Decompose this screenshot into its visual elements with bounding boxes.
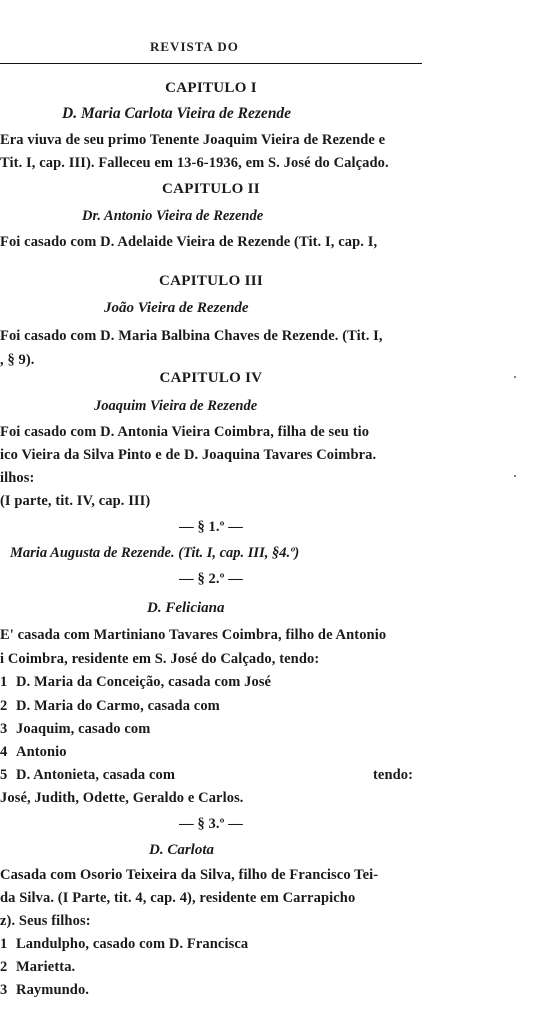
chapter-4-line-3: ilhos: xyxy=(0,470,35,486)
section-2-line-2: i Coimbra, residente em S. José do Calçado, tendo: xyxy=(0,651,320,667)
section-2-mark: — § 2.º — xyxy=(179,571,243,587)
section-3-child-1 xyxy=(0,935,248,953)
child-text: D. Maria do Carmo, casada com xyxy=(16,698,220,714)
section-3-name: D. Carlota xyxy=(149,842,215,858)
section-3-line-1: Casada com Osorio Teixeira da Silva, filho de Francisco Tei- xyxy=(0,867,379,883)
child-number: 3 xyxy=(0,721,8,737)
chapter-2-name: Dr. Antonio Vieira de Rezende xyxy=(82,208,264,224)
chapter-1-line-1: Era viuva de seu primo Tenente Joaquim Vieira de Rezende e xyxy=(0,132,386,148)
section-3-line-3: z). Seus filhos: xyxy=(0,913,91,929)
child-text: D. Maria da Conceição, casada com José xyxy=(16,674,272,690)
chapter-4-name: Joaquim Vieira de Rezende xyxy=(94,398,258,414)
section-2-tendo: tendo: xyxy=(373,767,414,783)
scan-speck xyxy=(514,475,516,477)
child-number: 2 xyxy=(0,698,8,714)
child-number: 2 xyxy=(0,959,8,975)
header-rule xyxy=(0,63,422,64)
child-number: 1 xyxy=(0,936,8,952)
section-2-child-2 xyxy=(0,697,220,715)
child-number: 1 xyxy=(0,674,8,690)
chapter-1-title: CAPITULO I xyxy=(165,80,257,96)
child-text: Marietta. xyxy=(16,959,76,975)
section-2-line-last: José, Judith, Odette, Geraldo e Carlos. xyxy=(0,790,244,806)
child-number: 5 xyxy=(0,767,8,783)
section-3-child-3 xyxy=(0,981,89,999)
chapter-4-title: CAPITULO IV xyxy=(159,370,263,386)
section-3-line-2: da Silva. (I Parte, tit. 4, cap. 4), residente em Carrapicho xyxy=(0,890,356,906)
scan-speck xyxy=(514,376,516,378)
chapter-2-title: CAPITULO II xyxy=(162,181,260,197)
section-3-child-2 xyxy=(0,958,75,976)
chapter-1-name: D. Maria Carlota Vieira de Rezende xyxy=(62,105,292,122)
section-2-child-4 xyxy=(0,743,67,761)
chapter-3-name: João Vieira de Rezende xyxy=(104,300,249,316)
chapter-4-line-4: (I parte, tit. IV, cap. III) xyxy=(0,493,151,509)
section-3-mark: — § 3.º — xyxy=(179,816,243,832)
chapter-3-line-1: Foi casado com D. Maria Balbina Chaves de Rezende. (Tit. I, xyxy=(0,328,383,344)
section-2-child-1 xyxy=(0,673,271,691)
child-number: 4 xyxy=(0,744,8,760)
chapter-4-line-2: ico Vieira da Silva Pinto e de D. Joaquina Tavares Coimbra. xyxy=(0,447,377,463)
child-text: Joaquim, casado com xyxy=(16,721,151,737)
chapter-3-title: CAPITULO III xyxy=(158,273,264,289)
section-2-child-3 xyxy=(0,720,150,738)
child-text: Antonio xyxy=(16,744,67,760)
child-text: Landulpho, casado com D. Francisca xyxy=(16,936,249,952)
chapter-1-line-2: Tit. I, cap. III). Falleceu em 13-6-1936, em S. José do Calçado. xyxy=(0,155,389,171)
section-1-mark: — § 1.º — xyxy=(179,519,243,535)
chapter-4-line-1: Foi casado com D. Antonia Vieira Coimbra, filha de seu tio xyxy=(0,424,370,440)
chapter-3-line-2: , § 9). xyxy=(0,352,35,368)
child-text: D. Antonieta, casada com xyxy=(16,767,176,783)
section-1-text: Maria Augusta de Rezende. (Tit. I, cap. III, §4.º) xyxy=(10,545,300,561)
section-2-line-1: E' casada com Martiniano Tavares Coimbra, filho de Antonio xyxy=(0,627,387,643)
chapter-2-line-1: Foi casado com D. Adelaide Vieira de Rezende (Tit. I, cap. I, xyxy=(0,234,378,250)
child-number: 3 xyxy=(0,982,8,998)
child-text: Raymundo. xyxy=(16,982,90,998)
section-2-name: D. Feliciana xyxy=(147,600,225,616)
section-2-child-5 xyxy=(0,766,175,784)
running-head: REVISTA DO xyxy=(150,39,239,54)
